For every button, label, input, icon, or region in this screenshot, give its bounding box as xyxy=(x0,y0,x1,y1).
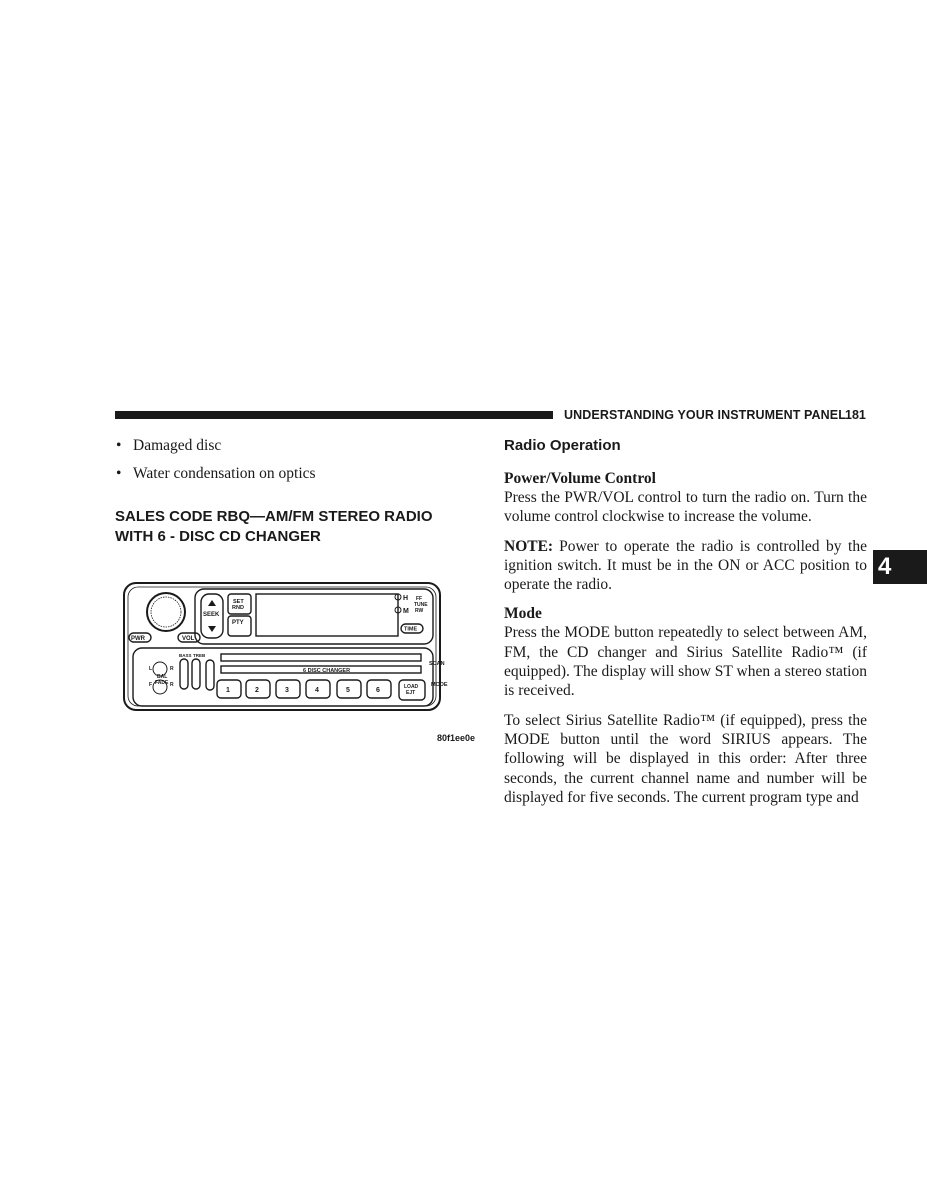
time-label: TIME xyxy=(404,626,418,633)
treb-label: TREB xyxy=(193,653,206,658)
svg-text:EJT: EJT xyxy=(406,690,416,696)
note-paragraph xyxy=(504,537,867,595)
seek-label: SEEK xyxy=(203,612,220,618)
pwr-label: PWR xyxy=(131,636,145,642)
l-label: L xyxy=(149,666,153,672)
section-heading: SALES CODE RBQ—AM/FM STEREO RADIO WITH 6 - DISC CD CHANGER xyxy=(115,508,433,545)
scan-label: SCAN xyxy=(429,661,445,667)
h-label: H xyxy=(403,595,409,602)
svg-text:LOAD: LOAD xyxy=(404,684,419,690)
svg-text:TUNE: TUNE xyxy=(414,602,428,608)
power-volume-heading: Power/Volume Control xyxy=(504,470,656,487)
r-label: R xyxy=(170,666,174,672)
mode-heading: Mode xyxy=(504,605,542,623)
page-number: 181 xyxy=(845,408,866,422)
bullet-item: • Damaged disc xyxy=(116,437,222,454)
svg-text:RND: RND xyxy=(232,605,244,611)
bass-label: BASS xyxy=(179,653,192,658)
mode-text: Press the MODE button repeatedly to select between AM, FM, the CD changer and Sirius Satellite Radio™ (if equipped). The display will show ST when a stereo station is received. xyxy=(504,624,867,700)
header-rule xyxy=(115,411,553,419)
svg-text:SET: SET xyxy=(233,599,244,605)
pty-label: PTY xyxy=(232,620,244,626)
chapter-tab xyxy=(873,550,927,584)
chapter-number: 4 xyxy=(878,553,892,580)
preset-5: 5 xyxy=(346,687,350,694)
running-header-title: UNDERSTANDING YOUR INSTRUMENT PANEL xyxy=(564,408,846,422)
preset-2: 2 xyxy=(255,687,259,694)
f-label: F xyxy=(149,682,153,688)
preset-1: 1 xyxy=(226,687,230,694)
svg-text:RW: RW xyxy=(415,608,424,614)
note-label: NOTE: xyxy=(504,537,554,555)
bullet-item: • Water condensation on optics xyxy=(116,465,316,482)
right-column xyxy=(504,436,867,817)
power-volume-text: Press the PWR/VOL control to turn the radio on. Turn the volume control clockwise to increase the volume. xyxy=(504,489,867,526)
rear-label: R xyxy=(170,682,174,688)
sirius-text: To select Sirius Satellite Radio™ (if equipped), press the MODE button until the word SIRIUS appears. The following will be displayed in this order: After three seconds, the current channel name and number will be displayed for five seconds. The current program type and xyxy=(504,711,867,806)
preset-4: 4 xyxy=(315,687,319,694)
mode-label: MODE xyxy=(431,682,448,688)
vol-label: VOL xyxy=(182,636,195,642)
note-text: Power to operate the radio is controlled by the ignition switch. It must be in the ON or ACC position to operate the radio. xyxy=(504,537,867,594)
left-column xyxy=(115,436,475,546)
fade-label: FADE xyxy=(155,680,169,686)
preset-6: 6 xyxy=(376,687,380,694)
disc-changer-label: 6 DISC CHANGER xyxy=(303,668,351,674)
radio-operation-heading: Radio Operation xyxy=(504,437,621,454)
figure-caption: 80f1ee0e xyxy=(437,733,476,743)
svg-text:FF: FF xyxy=(416,596,423,602)
m-label: M xyxy=(403,608,409,615)
radio-faceplate-illustration xyxy=(123,582,448,712)
preset-3: 3 xyxy=(285,687,289,694)
bal-label: BAL xyxy=(157,674,168,680)
